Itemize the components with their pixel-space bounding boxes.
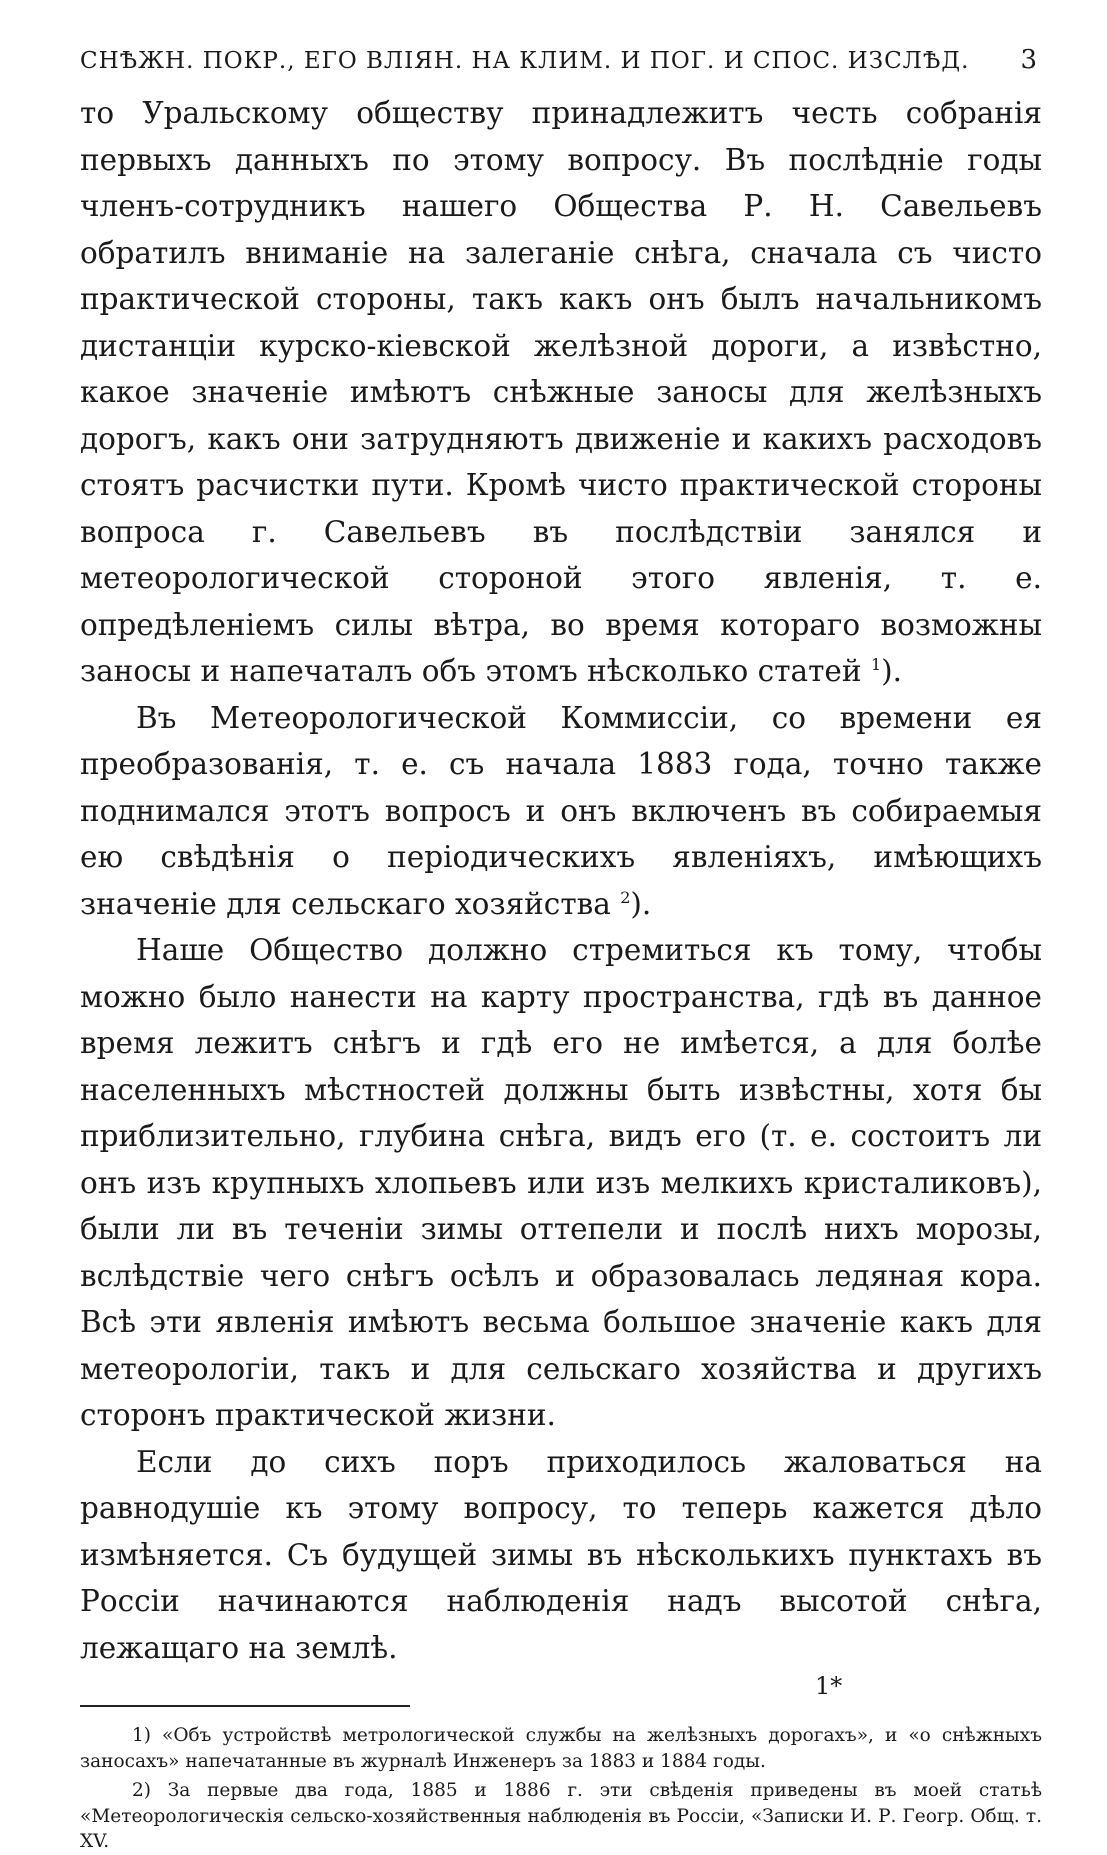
paragraph: Если до сихъ поръ приходилось жаловаться на равнодушіе къ этому вопросу, то теперь кажется дѣло измѣняется. Съ будущей зимы въ нѣсколькихъ пунктахъ въ Россіи начинаются наблюденія надъ высотой снѣга, лежащаго на землѣ.	[80, 1444, 1042, 1665]
footnote: 2) За первые два года, 1885 и 1886 г. эти свѣденія приведены въ моей статьѣ «Метеорологическія сельско-хозяйственныя наблюденія въ Россіи, «Записки И. Р. Геогр. Общ. т. XV.	[80, 1780, 1042, 1852]
signature-mark: 1*	[815, 1672, 843, 1700]
footnote-ref: 1	[870, 655, 882, 675]
running-title: СНѢЖН. ПОКР., ЕГО ВЛІЯН. НА КЛИМ. И ПОГ. И СПОС. ИЗСЛѢД.	[80, 48, 970, 74]
footnote: 1) «Объ устройствѣ метрологической службы на желѣзныхъ дорогахъ», и «о снѣжныхъ заносахъ» напечатанные въ журналѣ Инженеръ за 1883 и 1884 годы.	[80, 1725, 1042, 1772]
book-page	[80, 40, 1042, 1852]
footnote-divider	[80, 1705, 410, 1707]
running-header	[80, 40, 1042, 80]
paragraph: то Уральскому обществу принадлежитъ честь собранія первыхъ данныхъ по этому вопросу. Въ послѣдніе годы членъ-сотрудникъ нашего Общества Р. Н. Савельевъ обратилъ вниманіе на залеганіе снѣга, сначала съ чисто практической стороны, такъ какъ онъ былъ начальникомъ дистанціи курско-кіевской желѣзной дороги, а извѣстно, какое значеніе имѣютъ снѣжные заносы для желѣзныхъ дорогъ, какъ они затрудняютъ движеніе и какихъ расходовъ стоятъ расчистки пути. Кромѣ чисто практической стороны вопроса г. Савельевъ въ послѣдствіи занялся и метеорологической стороной этого явленія, т. е. опредѣленіемъ силы вѣтра, во время котораго возможны заносы и напечаталъ объ этомъ нѣсколько статей $^1$).	[80, 96, 1042, 688]
page-number: 3	[1020, 45, 1038, 75]
paragraph: Наше Общество должно стремиться къ тому, чтобы можно было нанести на карту пространства, гдѣ въ данное время лежитъ снѣгъ и гдѣ его не имѣется, а для болѣе населенныхъ мѣстностей должны быть извѣстны, хотя бы приблизительно, глубина снѣга, видъ его (т. е. состоитъ ли онъ изъ крупныхъ хлопьевъ или изъ мелкихъ кристаликовъ), были ли въ теченіи зимы оттепели и послѣ нихъ морозы, вслѣдствіе чего снѣгъ осѣлъ и образовалась ледяная кора. Всѣ эти явленія имѣютъ весьма большое значеніе какъ для метеорологіи, такъ и для сельскаго хозяйства и другихъ сторонъ практической жизни.	[80, 933, 1042, 1432]
paragraph: Въ Метеорологической Коммиссіи, со времени ея преобразованія, т. е. съ начала 1883 года, точно также поднимался этотъ вопросъ и онъ включенъ въ собираемыя ею свѣдѣнія о періодическихъ явленіяхъ, имѣющихъ значеніе для сельскаго хозяйства $^2$).	[80, 700, 1042, 921]
main-text	[80, 90, 1042, 1671]
footnotes	[80, 1723, 1042, 1855]
footnote-ref: 2	[620, 887, 631, 907]
